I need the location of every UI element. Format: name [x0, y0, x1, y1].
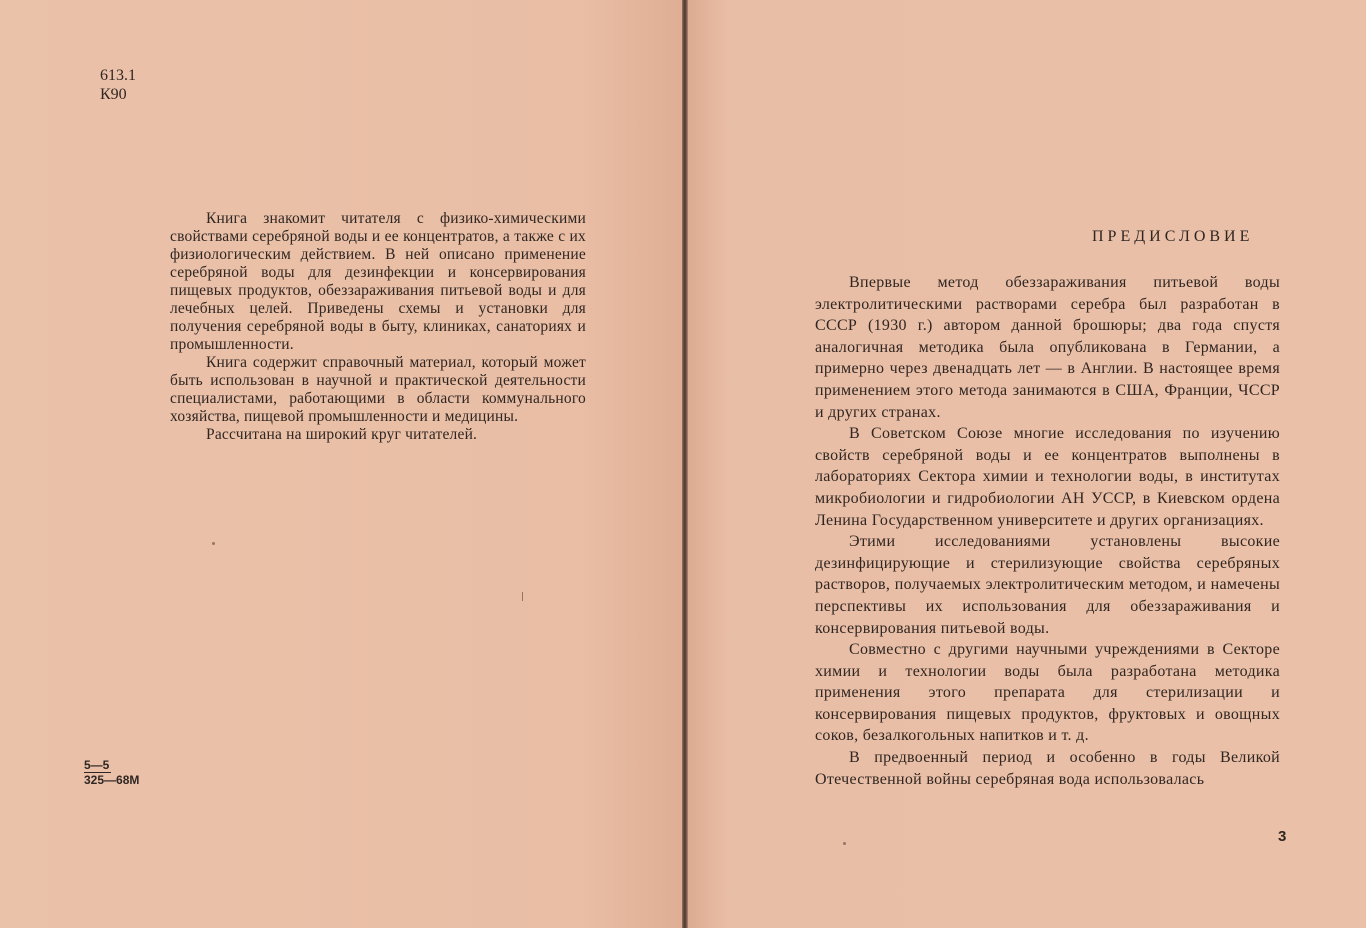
paper-speck [212, 542, 215, 545]
annotation-paragraph: Книга знакомит читателя с физико-химическими свойствами серебряной воды и ее концентратов, а также с их физиологическим действием. В ней описано применение серебряной воды для дезинфекции и консервирования пищевых продуктов, обеззараживания питьевой воды и для лечебных целей. Приведены схемы и установки для получения серебряной воды в быту, клиниках, санаториях и промышленности. [170, 210, 586, 353]
right-page [688, 0, 1366, 928]
book-annotation [170, 210, 586, 444]
preface-paragraph: В предвоенный период и особенно в годы Великой Отечественной войны серебряная вода использовалась [815, 749, 1280, 788]
catalog-number: 613.1 [100, 67, 136, 84]
preface-body [815, 272, 1280, 790]
left-page [0, 0, 682, 928]
preface-paragraph: В Советском Союзе многие исследования по изучению свойств серебряной воды и ее концентратов выполнены в лабораториях Сектора химии и технологии воды, в институтах микробиологии и гидробиологии АН УССР, в Киевском ордена Ленина Государственном университете и других организациях. [815, 425, 1280, 529]
preface-paragraph: Этими исследованиями установлены высокие дезинфицирующие и стерилизующие свойства серебряных растворов, получаемых электролитическим методом, и намечены перспективы их использования для обеззараживания и консервирования питьевой воды. [815, 533, 1280, 637]
preface-paragraph: Совместно с другими научными учреждениями в Секторе химии и технологии воды была разработана методика применения этого препарата для стерилизации и консервирования пищевых продуктов, фруктовых и овощных соков, безалкогольных напитков и т. д. [815, 641, 1280, 745]
annotation-paragraph: Книга содержит справочный материал, который может быть использован в научной и практической деятельности специалистами, работающими в области коммунального хозяйства, пищевой промышленности и медицины. [170, 354, 586, 425]
paper-speck [843, 842, 846, 845]
annotation-paragraph: Рассчитана на широкий круг читателей. [206, 426, 478, 443]
catalog-index [100, 66, 136, 104]
index-code-top: 5—5 [84, 758, 110, 772]
publisher-index-code [84, 758, 139, 787]
preface-paragraph: Впервые метод обеззараживания питьевой воды электролитическими растворами серебра был разработан в СССР (1930 г.) автором данной брошюры; два года спустя аналогичная методика была опубликована в Германии, а примерно через двенадцать лет — в Англии. В настоящее время применением этого метода занимаются в США, Франции, ЧССР и других странах. [815, 274, 1280, 421]
page-number: 3 [1278, 828, 1287, 845]
paper-speck [522, 592, 523, 601]
section-heading: ПРЕДИСЛОВИЕ [1092, 228, 1254, 245]
index-code-bottom: 325—68М [84, 773, 140, 787]
catalog-code: К90 [100, 86, 127, 103]
